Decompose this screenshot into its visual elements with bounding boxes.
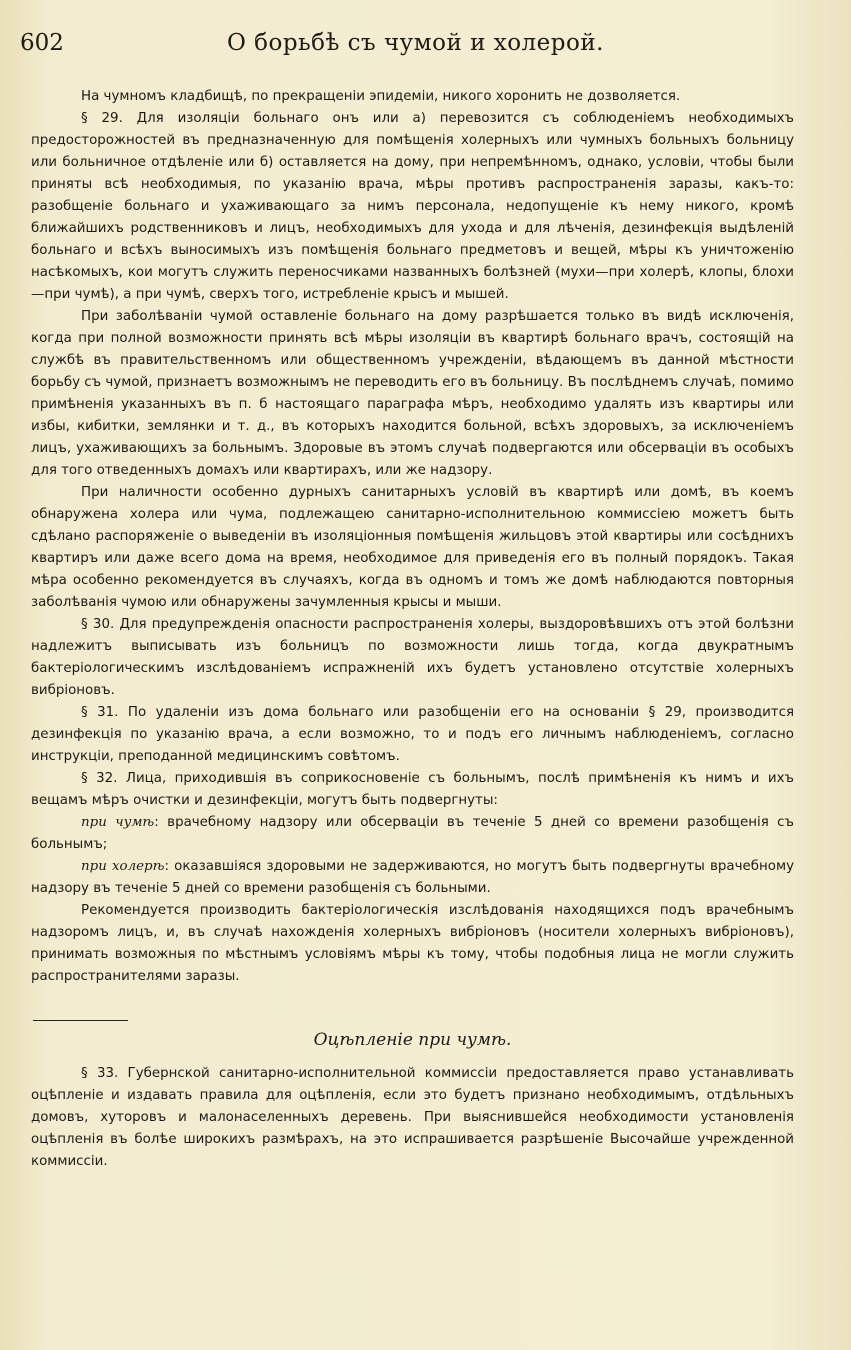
paragraph-section-30: § 30. Для предупрежденія опасности распространенія холеры, выздоровѣвшихъ отъ этой болѣзни надлежитъ выписывать изъ больницъ по возможности лишь тогда, когда двукратнымъ бактеріологическимъ изслѣдованіемъ испражненій ихъ будетъ установлено отсутствіе холерныхъ вибріоновъ. [31, 617, 794, 698]
section-divider-rule [33, 1020, 128, 1021]
paragraph-section-33: § 33. Губернской санитарно-исполнительной коммиссіи предоставляется право устанавливать оцѣпленіе и издавать правила для оцѣпленія, если это будетъ признано необходимымъ, отдѣльныхъ домовъ, хуторовъ и малонаселенныхъ деревень. При выяснившейся необходимости установленія оцѣпленія въ болѣе широкихъ размѣрахъ, на это испрашивается разрѣшеніе Высочайше учрежденной коммиссіи. [31, 1066, 794, 1169]
paragraph-recommendation: Рекомендуется производить бактеріологическія изслѣдованія находящихся подъ врачебнымъ надзоромъ лицъ, и, въ случаѣ нахожденія холерныхъ вибріоновъ (носители холерныхъ вибріоновъ), принимать возможныя по мѣстнымъ условіямъ мѣры къ тому, чтобы подобныя лица не могли служить распространителями заразы. [31, 903, 794, 984]
cholera-case-text: : оказавшіяся здоровыми не задерживаются, но могутъ быть подвергнуты врачебному надзору въ теченіе 5 дней со времени разобщенія съ больными. [31, 859, 794, 896]
paragraph-plague-home-isolation: При заболѣваніи чумой оставленіе больнаго на дому разрѣшается только въ видѣ исключенія, когда при полной возможности принять всѣ мѣры изоляціи въ квартирѣ больнаго врачъ, состоящій на службѣ въ правительственномъ или общественномъ учрежденіи, вѣдающемъ въ данной мѣстности борьбу съ чумой, признаетъ возможнымъ не переводить его въ больницу. Въ послѣднемъ случаѣ, помимо примѣненія указанныхъ въ п. б настоящаго параграфа мѣръ, необходимо удалять изъ квартиры или избы, кибитки, землянки и т. д., въ которыхъ находится больной, всѣхъ здоровыхъ, за исключеніемъ лицъ, ухаживающихъ за больнымъ. Здоровые въ этомъ случаѣ подвергаются или обсерваціи въ особыхъ для того отведенныхъ домахъ или квартирахъ, или же надзору. [31, 309, 794, 478]
page-header [20, 30, 811, 64]
paragraph-section-32: § 32. Лица, приходившія въ соприкосновеніе съ больнымъ, послѣ примѣненія къ нимъ и ихъ вещамъ мѣръ очистки и дезинфекціи, могутъ быть подвергнуты: [31, 771, 794, 808]
paragraph-cholera-case [31, 856, 794, 900]
section-title: Оцѣпленіе при чумѣ. [313, 1030, 512, 1050]
plague-case-text: : врачебному надзору или обсерваціи въ теченіе 5 дней со времени разобщенія съ больнымъ; [31, 815, 794, 852]
paragraph-unsanitary-conditions: При наличности особенно дурныхъ санитарныхъ условій въ квартирѣ или домѣ, въ коемъ обнаружена холера или чума, подлежащею санитарно-исполнительною коммиссіею можетъ быть сдѣлано распоряженіе о выведеніи въ изоляціонныя помѣщенія жильцовъ этой квартиры или сосѣднихъ квартиръ или даже всего дома на время, необходимое для приведенія его въ полный порядокъ. Такая мѣра особенно рекомендуется въ случаяхъ, когда въ одномъ и томъ же домѣ наблюдаются повторныя заболѣванія чумою или обнаружены зачумленныя крысы и мыши. [31, 485, 794, 610]
paragraph-cemetery: На чумномъ кладбищѣ, по прекращеніи эпидеміи, никого хоронить не дозволяется. [81, 89, 681, 104]
paragraph-section-29: § 29. Для изоляціи больнаго онъ или а) перевозится съ соблюденіемъ необходимыхъ предосторожностей въ предназначенную для помѣщенія холерныхъ или чумныхъ больныхъ больницу или больничное отдѣленіе или б) оставляется на дому, при непремѣнномъ, однако, условіи, чтобы были приняты всѣ необходимыя, по указанію врача, мѣры противъ распространенія заразы, какъ-то: разобщеніе больнаго и ухаживающаго за нимъ персонала, недопущеніе къ нему никого, кромѣ ближайшихъ родственниковъ и лицъ, необходимыхъ для ухода и для лѣченія, дезинфекція выдѣленій больнаго и всѣхъ выносимыхъ изъ помѣщенія больнаго предметовъ и вещей, мѣры къ уничтоженію насѣкомыхъ, кои могутъ служить переносчиками названныхъ болѣзней (мухи—при холерѣ, клопы, блохи—при чумѣ), а при чумѣ, сверхъ того, истребленіе крысъ и мышей. [31, 111, 794, 302]
paragraph-section-31: § 31. По удаленіи изъ дома больнаго или разобщеніи его на основаніи § 29, производится дезинфекція по указанію врача, а если возможно, то и подъ его личнымъ наблюденіемъ, согласно инструкціи, преподанной медицинскимъ совѣтомъ. [31, 705, 794, 764]
page-number: 602 [20, 30, 64, 56]
cholera-case-label: при холерѣ [81, 859, 165, 874]
body-text [31, 86, 794, 1173]
plague-case-label: при чумѣ [81, 815, 155, 830]
paragraph-plague-case [31, 812, 794, 856]
running-title: О борьбѣ съ чумой и холерой. [227, 30, 604, 56]
